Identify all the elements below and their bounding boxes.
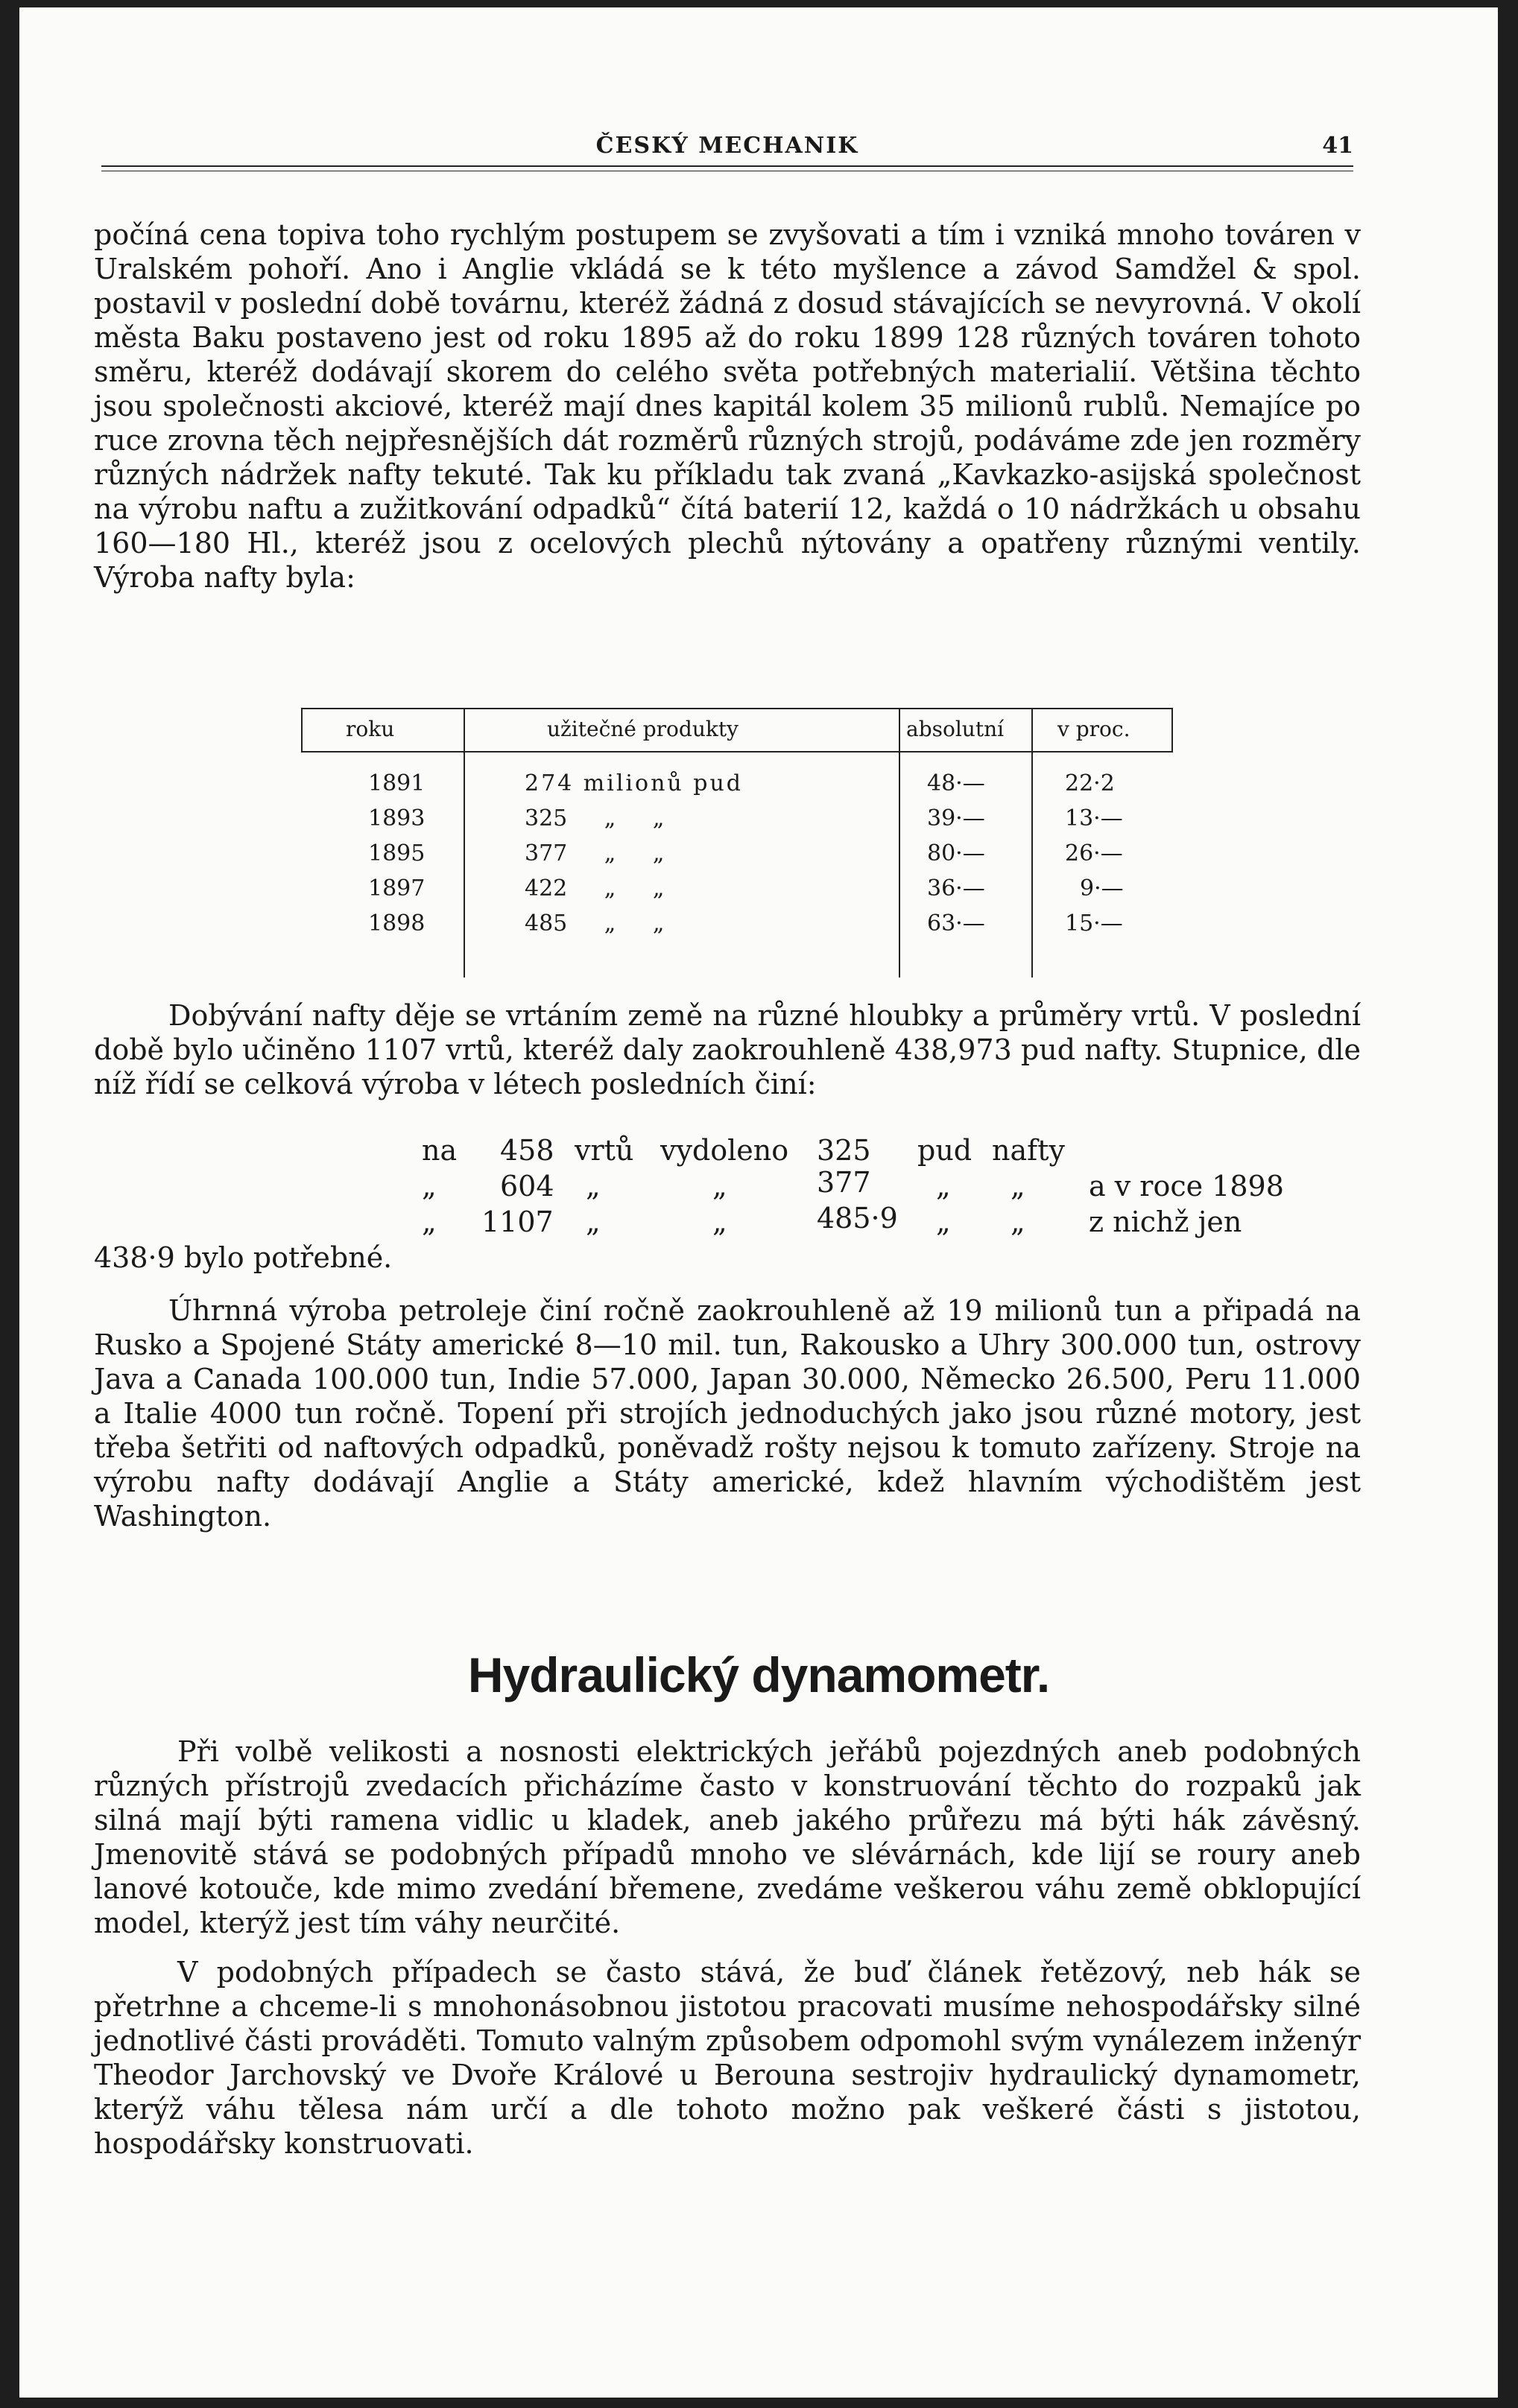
- schedule-text: 458: [500, 1134, 554, 1167]
- page-number: 41: [1322, 133, 1353, 159]
- table-cell-year: 1897: [368, 875, 426, 902]
- schedule-text: „: [936, 1205, 951, 1238]
- table-cell-product: 274 milionů pud: [525, 770, 743, 796]
- table-cell-absolute: 39·—: [927, 805, 985, 831]
- schedule-text: „: [586, 1205, 601, 1238]
- schedule-text: „: [1011, 1170, 1025, 1203]
- journal-title: ČESKÝ MECHANIK: [595, 133, 859, 159]
- book-page: [19, 7, 1498, 2398]
- schedule-text: na: [422, 1134, 458, 1167]
- schedule-text: z nichž jen: [1089, 1205, 1242, 1238]
- table-cell-year: 1895: [368, 840, 426, 866]
- table-cell-percent: 22·2: [1065, 770, 1115, 796]
- running-header: [101, 127, 1353, 159]
- paragraph-petroleum: Úhrnná výroba petroleje činí ročně zaokrouhleně až 19 milionů tun a připadá na Rusko a Spojené Státy americké 8—10 mil. tun, Rakousko a Uhry 300.000 tun, ostrovy Java a Canada 100.000 tun, Indie 57.000, Japan 30.000, Německo 26.500, Peru 11.000 a Italie 4000 tun ročně. Topení při strojích jednoduchých jako jsou různé motory, jest třeba šetřiti od naftových odpadků, poněvadž rošty nejsou k tomuto zařízeny. Stroje na výrobu nafty dodávají Anglie a Státy americké, kdež hlavním východištěm jest Washington.: [94, 1294, 1361, 1533]
- schedule-text: 325: [817, 1134, 871, 1167]
- col-header-percent: v proc.: [1057, 717, 1130, 741]
- schedule-text: vrtů: [575, 1134, 634, 1167]
- paragraph-intro: počíná cena topiva toho rychlým postupem se zvyšovati a tím i vzniká mnoho továren v Uralském pohoří. Ano i Anglie vkládá se k této myšlence a závod Samdžel & spol. postavil v poslední době továrnu, kteréž žádná z dosud stávajících se nevyrovná. V okolí města Baku postaveno jest od roku 1895 až do roku 1899 128 různých továren tohoto směru, kteréž dodávají skorem do celého světa potřebných materialií. Většina těchto jsou společnosti akciové, kteréž mají dnes kapitál kolem 35 milionů rublů. Nemajíce po ruce zrovna těch nejpřesnějších dát rozměrů různých strojů, podáváme zde jen rozměry různých nádržek nafty tekuté. Tak ku příkladu tak zvaná „Kavkazko-asijská společnost na výrobu naftu a zužitkování odpadků“ čítá baterií 12, každá o 10 nádržkách u obsahu 160—180 Hl., kteréž jsou z ocelových plechů nýtovány a opatřeny různými ventily. Výroba nafty byla:: [94, 218, 1361, 594]
- schedule-text: „: [422, 1205, 437, 1238]
- schedule-text: „: [1011, 1205, 1025, 1238]
- section-heading: Hydraulický dynamometr.: [467, 1647, 1050, 1702]
- header-rule: [101, 165, 1353, 167]
- table-cell-percent: 13·—: [1065, 805, 1123, 831]
- paragraph-drilling: Dobývání nafty děje se vrtáním země na různé hloubky a průměry vrtů. V poslední době bylo učiněno 1107 vrtů, kteréž daly zaokrouhleně 438,973 pud nafty. Stupnice, dle níž řídí se celková výroba v létech posledních činí:: [94, 999, 1361, 1100]
- table-cell-absolute: 36·—: [927, 875, 985, 902]
- schedule-text: pud: [917, 1134, 973, 1167]
- schedule-text: nafty: [992, 1134, 1065, 1167]
- table-cell-percent: 9·—: [1080, 875, 1124, 902]
- schedule-text: 604: [500, 1170, 554, 1203]
- col-header-absolute: absolutní: [906, 717, 1005, 741]
- table-cell-percent: 26·—: [1065, 840, 1123, 866]
- col-header-year: roku: [346, 717, 395, 741]
- table-cell-percent: 15·—: [1065, 910, 1123, 937]
- schedule-text: „: [586, 1170, 601, 1203]
- schedule-text: vydoleno: [660, 1134, 789, 1167]
- schedule-text: „: [712, 1205, 727, 1238]
- schedule-text: „: [936, 1170, 951, 1203]
- schedule-text: a v roce 1898: [1089, 1170, 1284, 1203]
- schedule-text: 1107: [481, 1205, 554, 1238]
- table-cell-year: 1893: [368, 805, 426, 831]
- table-cell-year: 1891: [368, 770, 426, 796]
- schedule-text: 438·9 bylo potřebné.: [94, 1241, 393, 1274]
- production-schedule: [94, 1125, 1361, 1289]
- schedule-text: 485·9: [817, 1202, 898, 1235]
- table-cell-product: 377 „ „: [525, 840, 665, 866]
- table-cell-absolute: 80·—: [927, 840, 985, 866]
- schedule-text: „: [422, 1170, 437, 1203]
- table-cell-product: 422 „ „: [525, 875, 665, 902]
- schedule-text: 377: [817, 1166, 871, 1199]
- table-cell-absolute: 63·—: [927, 910, 985, 937]
- schedule-text: „: [712, 1170, 727, 1203]
- paragraph-dynamometer-2: V podobných případech se často stává, že buď článek řetězový, neb hák se přetrhne a chceme-li s mnohonásobnou jistotou pracovati musíme nehospodářsky silné jednotlivé části prováděti. Tomuto valným způsobem odpomohl svým vynálezem inženýr Theodor Jarchovský ve Dvoře Králové u Berouna sestrojiv hydraulický dynamometr, kterýž váhu tělesa nám určí a dle tohoto možno pak veškeré části s jistotou, hospodářsky konstruovati.: [94, 1956, 1361, 2160]
- table-cell-product: 325 „ „: [525, 805, 665, 831]
- production-table: [301, 708, 1173, 978]
- table-cell-absolute: 48·—: [927, 770, 985, 796]
- table-cell-year: 1898: [368, 910, 426, 937]
- col-header-products: užitečné produkty: [547, 717, 739, 741]
- table-cell-product: 485 „ „: [525, 910, 665, 937]
- paragraph-dynamometer-1: Při volbě velikosti a nosnosti elektrických jeřábů pojezdných aneb podobných různých přístrojů zvedacích přicházíme často v konstruování těchto do rozpaků jak silná mají býti ramena vidlic u kladek, aneb jakého průřezu má býti hák závěsný. Jmenovitě stává se podobných případů mnoho ve slévárnách, kde lijí se roury aneb lanové kotouče, kde mimo zvedání břemene, zvedáme veškerou váhu země obklopující model, kterýž jest tím váhy neurčité.: [94, 1735, 1361, 1939]
